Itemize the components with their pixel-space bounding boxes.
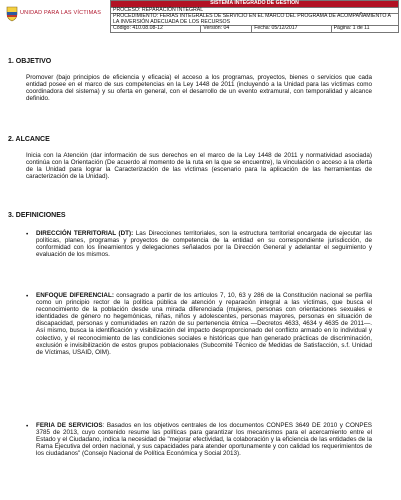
definition-term: ENFOQUE DIFERENCIAL:: [36, 292, 114, 299]
doc-version: Versión: 04: [201, 26, 252, 33]
doc-code: Código: 410.08.08-12: [111, 26, 201, 33]
header-table: [110, 0, 399, 33]
definition-text: consagrado a partir de los artículos 7, 10, 63 y 286 de la Constitución nacional se perfila como un principio rector de la política pública de atención y reparación integral a las víctimas, que busca el reconocimiento de la población desde una mirada diferenciada (mujeres, personas con orientaciones sexuales e identidades de género no hegemónicas, niñas, niños y adolescentes, personas mayores, personas en situación de discapacidad, personas y comunidades en razón de su pertenencia étnica —Decretos 4633, 4634 y 4635 de 2011—. Así mismo, busca la identificación y visibilización del impacto desproporcionado del conflicto armado en lo individual y colectivo, y el reconocimiento de las condiciones sociales e históricas que han generado prácticas de discriminación, exclusión e invisibilización de estos grupos poblacionales (Subcomité Técnico de Medidas de Satisfacción, s.f. Unidad de Víctimas, USAID, OIM).: [36, 292, 373, 356]
doc-page: Página: 1 de 11: [331, 26, 398, 33]
section-scope-heading: 2. ALCANCE: [8, 136, 50, 143]
definition-fair: [36, 422, 372, 457]
organization-logo: [6, 6, 102, 26]
bullet-icon: •: [26, 293, 29, 300]
definition-territorial: [36, 230, 372, 258]
definition-text: Las Direcciones territoriales, son la estructura territorial encargada de ejecutar las políticas, planes, programas y proyectos de competencia de la entidad en su correspondiente jurisdicción, de conformidad con los lineamientos y delegaciones señalados por la Dirección General y adelantar el seguimiento y evaluación de los mismos.: [36, 230, 372, 259]
bullet-icon: •: [26, 423, 29, 430]
doc-date: Fecha: 05/12/2017: [252, 26, 331, 33]
bullet-icon: •: [26, 231, 29, 238]
definition-term: FERIA DE SERVICIOS: [36, 422, 103, 429]
section-definitions-heading: 3. DEFINICIONES: [8, 212, 66, 219]
procedure-name: PROCEDIMIENTO: FERIAS INTEGRALES DE SERVICIO EN EL MARCO DEL PROGRAMA DE ACOMPAÑAMIENTO A LA INVERSIÓN ADECUADA DE LOS RECURSOS: [111, 14, 399, 26]
section-objective-heading: 1. OBJETIVO: [8, 58, 52, 65]
definition-term: DIRECCIÓN TERRITORIAL (DT):: [36, 230, 134, 237]
definition-text: : Basados en los objetivos centrales de los documentos CONPES 3649 DE 2010 y CONPES 3785 de 2013, cuyo contenido resume las políticas para garantizar los mecanismos para el acercamiento entre el Estado y el Ciudadano, indica la necesidad de "mejorar efectividad, la colaboración y la eficiencia de las entidades de la Rama Ejecutiva del orden nacional, y sus capacidades para atender oportunamente y con calidad los requerimientos de los ciudadanos" (Consejo Nacional de Política Económica y Social 2013).: [36, 422, 372, 458]
logo-text: UNIDAD PARA LAS VÍCTIMAS: [20, 10, 102, 16]
scope-text: Inicia con la Atención (dar información de sus derechos en el marco de la Ley 1448 de 2011 y normatividad asociada) continúa con la Orientación (De acuerdo al momento de la ruta en la que se encuentre), la vinculación o acceso a la oferta de la Unidad para lograr la Caracterización de las víctimas (escenario para la aplicación de las herramientas de caracterización de la Unidad).: [26, 152, 372, 181]
definition-differential: [36, 292, 372, 356]
objective-text: Promover (bajo principios de eficiencia y eficacia) el acceso a los programas, proyectos, bienes o servicios que cada entidad posee en el marco de sus competencias en la Ley 1448 de 2011 (incluyendo a la Unidad para las víctimas como coordinadora del sistema) y su oferta en general, con el desarrollo de un evento extramural, con temporalidad y alcance definido.: [26, 74, 372, 103]
process-name: PROCESO: REPARACIÓN INTEGRAL: [111, 7, 399, 14]
document-header: [0, 0, 401, 37]
system-title: SISTEMA INTEGRADO DE GESTIÓN: [111, 1, 399, 8]
colombia-shield-icon: [6, 6, 18, 22]
